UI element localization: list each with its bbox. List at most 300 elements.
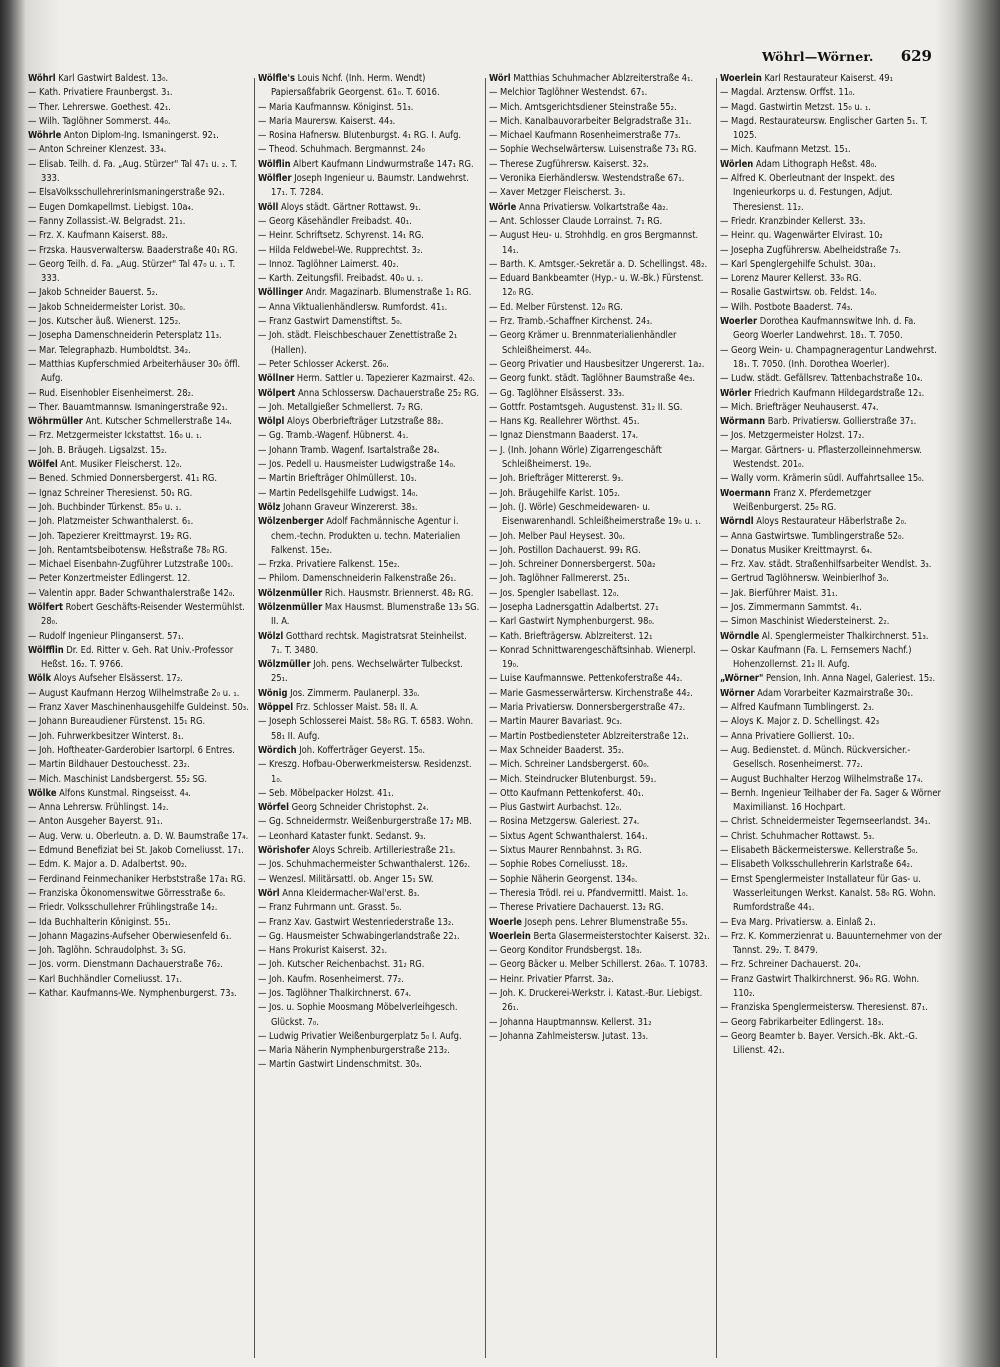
entry-surname: Wörl [489,73,511,84]
directory-entry [720,258,942,272]
entry-text: — Rud. Eisenhobler Eisenheimerst. 28₂. [28,387,194,399]
entry-surname: Wöppel [258,702,294,714]
directory-entry [720,301,942,315]
directory-entry [28,329,250,343]
entry-text: — Franziska Spenglermeistersw. Theresienst. 87₁. [720,1002,928,1014]
directory-entry [258,601,480,630]
directory-entry [28,358,250,387]
entry-text: — Franz Xav. Gastwirt Westenriederstraße 13₂. [258,916,454,928]
directory-entry [489,429,711,443]
directory-entry [720,701,942,715]
entry-text: — Joh. Platzmeister Schwanthalerst. 6₁. [28,516,194,528]
directory-entry [720,630,942,644]
entry-text: — Johann Magazins-Aufseher Oberwiesenfeld 6₁. [28,930,232,942]
entry-surname: Wölfel [28,459,58,471]
directory-entry [258,501,480,515]
directory-entry [258,229,480,243]
directory-entry [489,401,711,415]
entry-text: — Anna Privatiere Gollierst. 10₂. [720,730,855,742]
directory-entry [28,558,250,572]
entry-text: — Karth. Zeitungsfil. Freibadst. 40₀ u. ₁. [258,273,424,285]
directory-entry [258,930,480,944]
entry-text: Robert Geschäfts-Reisender Westermühlst. 28₀. [41,601,245,628]
entry-text: — Jos. vorm. Dienstmann Dachauerstraße 76₂. [28,959,223,971]
directory-entry [258,1030,480,1044]
directory-entry [720,344,942,373]
directory-entry [489,1030,711,1044]
directory-entry [28,944,250,958]
entry-text: — Jakob Schneider Bauerst. 5₂. [28,287,158,299]
entry-text: — Joseph Schlosserei Maist. 58₀ RG. T. 6583. Wohn. 58₁ II. Aufg. [258,716,474,742]
directory-entry [258,158,480,172]
entry-surname: Wölfert [28,601,63,613]
entry-text: — Kath. Privatiere Fraunbergst. 3₁. [28,87,173,99]
directory-entry [720,229,942,243]
directory-entry [489,944,711,958]
entry-text: — Ignaz Schreiner Theresienst. 50₁ RG. [28,487,193,499]
directory-entry [258,101,480,115]
directory-entry [720,744,942,773]
directory-entry [489,687,711,701]
entry-text: Gotthard rechtsk. Magistratsrat Steinheilst. 7₁. T. 3480. [271,630,467,656]
entry-text: Matthias Schuhmacher Ablzreiterstraße 4₁. [510,73,694,84]
directory-entry [489,72,711,86]
entry-text: — Gg. Tramb.-Wagenf. Hübnerst. 4₁. [258,430,409,442]
entry-text: Alfons Kunstmal. Ringseisst. 4₄. [56,787,191,799]
directory-entry [489,672,711,686]
entry-text: — Melchior Taglöhner Westendst. 67₁. [489,87,648,99]
entry-text: — Frz. Schreiner Dachauerst. 20₄. [720,959,861,971]
column-divider [254,78,255,1358]
directory-entry [28,873,250,887]
entry-text: — Elisabeth Volksschullehrerin Karlstraße 64₂. [720,859,913,871]
directory-entry [720,315,942,344]
entry-text: — Gottfr. Postamtsgeh. Augustenst. 31₂ II. SG. [489,401,683,413]
directory-entry [258,830,480,844]
directory-entry [720,601,942,615]
entry-text: — Magd. Restaurateursw. Englischer Garten 5₁. T. 1025. [720,115,928,142]
entry-text: — Maria Privatiersw. Donnersbergerstraße 47₂. [489,702,686,714]
entry-text: Jos. Zimmerm. Paulanerpl. 33₀. [287,687,420,699]
entry-text: — Joh. Melber Paul Heysest. 30₀. [489,530,625,542]
entry-surname: Wörler [720,387,752,399]
directory-entry [720,72,942,86]
directory-entry [720,687,942,701]
entry-surname: Wörner [720,687,755,699]
entry-text: Joh. pens. Wechselwärter Tulbeckst. 25₁. [271,659,463,685]
directory-entry [258,844,480,858]
directory-entry [489,1016,711,1030]
entry-text: — Joh. Rentamtsbeibotensw. Heßstraße 78₀ RG. [28,544,228,556]
directory-entry [720,873,942,916]
directory-entry [489,601,711,615]
entry-surname: „Wörner" [720,673,764,685]
entry-text: — ElsaVolksschullehrerinIsmaningerstraße 92₁. [28,187,225,199]
directory-entry [258,215,480,229]
directory-columns [28,72,948,1362]
directory-entry [258,1058,480,1072]
entry-surname: Wördich [258,744,297,756]
entry-text: — Mich. Briefträger Neuhauserst. 47₄. [720,401,879,413]
entry-text: — Joh. (J. Wörle) Geschmeidewaren- u. Eisenwarenhandl. Schleißheimerstraße 19₀ u. ₁. [489,501,702,528]
directory-entry [28,958,250,972]
directory-entry [720,86,942,100]
entry-text: — Aloys K. Major z. D. Schellingst. 42₃ [720,716,880,728]
directory-entry [720,973,942,1002]
directory-entry [489,172,711,186]
entry-text: — Maria Näherin Nymphenburgerstraße 213₂. [258,1045,450,1057]
entry-text: — Kreszg. Hofbau-Oberwerkmeistersw. Residenzst. 1₀. [258,759,472,785]
entry-text: — Rosalie Gastwirtsw. ob. Feldst. 14₀. [720,287,877,299]
directory-entry [28,115,250,129]
entry-text: — Georg Wein- u. Champagneragentur Landwehrst. 18₁. T. 7050. (Inh. Dorothea Woerler). [720,344,937,370]
entry-text: — Joh. Taglöhn. Schraudolphst. 3₁ SG. [28,945,186,957]
entry-text: Joh. Kofferträger Geyerst. 15₀. [296,744,426,756]
directory-entry [489,158,711,172]
directory-entry [258,858,480,872]
directory-entry [258,458,480,472]
directory-entry [489,801,711,815]
directory-entry [28,129,250,143]
directory-entry [720,215,942,229]
entry-text: Andr. Magazinarb. Blumenstraße 1₁ RG. [302,287,472,299]
directory-entry [489,544,711,558]
entry-surname: Wölflin [258,158,291,170]
directory-entry [28,787,250,801]
directory-entry [489,387,711,401]
directory-entry [489,773,711,787]
page-number: 629 [900,47,932,65]
entry-surname: Woerler [720,316,758,328]
directory-entry [720,715,942,729]
entry-text: — Ther. Lehrerswe. Goethest. 42₁. [28,101,171,113]
directory-entry [489,858,711,872]
entry-text: Anna Schlossersw. Dachauerstraße 25₂ RG. [295,387,480,399]
entry-text: — Mich. Kaufmann Metzst. 15₁. [720,144,851,156]
entry-text: — Heinr. Privatier Pfarrst. 3a₂. [489,973,614,985]
directory-entry [489,758,711,772]
directory-entry [489,558,711,572]
directory-entry [28,258,250,287]
entry-surname: Wölzl [258,630,284,642]
entry-text: — Joh. Briefträger Mittererst. 9₃. [489,473,624,485]
directory-entry [28,858,250,872]
entry-text: Pension, Inh. Anna Nagel, Galeriest. 15₂. [763,673,936,685]
directory-entry [258,973,480,987]
directory-entry [258,372,480,386]
entry-text: — Aug. Bedienstet. d. Münch. Rückversicher.-Gesellsch. Rosenheimerst. 77₂. [720,744,911,771]
directory-entry [28,143,250,157]
column-divider [485,78,486,1358]
directory-column-3 [489,72,711,1362]
directory-entry [720,730,942,744]
directory-entry [28,244,250,258]
directory-entry [720,115,942,144]
directory-entry [489,215,711,229]
entry-text: — Georg Käsehändler Freibadst. 40₁. [258,215,412,227]
entry-text: — Mich. Schreiner Landsbergerst. 60₀. [489,759,650,771]
directory-entry [489,115,711,129]
entry-text: — Joh. Taglöhner Fallmererst. 25₁. [489,573,630,585]
directory-entry [489,487,711,501]
directory-entry [258,558,480,572]
entry-text: — Alfred Kaufmann Tumblingerst. 2₃. [720,702,875,714]
directory-entry [720,401,942,415]
directory-entry [258,472,480,486]
directory-entry [720,773,942,787]
entry-surname: Wörl [258,887,280,899]
entry-text: — Joh. Buchbinder Türkenst. 85₀ u. ₁. [28,501,182,513]
entry-text: — Mich. Steindrucker Blutenburgst. 59₁. [489,773,657,785]
entry-text: — Rosina Hafnersw. Blutenburgst. 4₁ RG. I. Aufg. [258,130,462,142]
directory-entry [489,372,711,386]
directory-entry [28,158,250,187]
entry-text: — August Heu- u. Strohhdlg. en gros Bergmannst. 14₁. [489,230,699,256]
entry-text: — Wenzesl. Militärsattl. ob. Anger 15₁ SW. [258,873,434,885]
directory-entry [489,744,711,758]
entry-text: — Matthias Kupferschmied Arbeiterhäuser 30₀ öffl. Aufg. [28,358,241,385]
entry-text: — Georg Krämer u. Brennmaterialienhändler Schleißheimerst. 44₀. [489,330,677,356]
entry-text: — Joh. K. Druckerei-Werkstr. i. Katast.-Bur. Liebigst. 26₁. [489,988,703,1014]
entry-surname: Wörle [489,201,517,213]
entry-text: — Valentin appr. Bader Schwanthalerstraße 142₀. [28,587,235,599]
entry-text: — Franz Gastwirt Damenstiftst. 5₀. [258,316,403,328]
entry-text: — Theod. Schuhmach. Bergmannst. 24₀ [258,144,425,156]
directory-entry [258,315,480,329]
entry-text: — Leonhard Kataster funkt. Sedanst. 9₃. [258,830,426,842]
directory-entry [720,1016,942,1030]
entry-text: — Georg Privatier und Hausbesitzer Ungererst. 1a₂. [489,358,705,370]
directory-entry [489,101,711,115]
entry-text: — Martin Postbediensteter Ablzreiterstraße 12₁. [489,730,689,742]
entry-surname: Woermann [720,487,771,499]
entry-text: Louis Nchf. (Inh. Herm. Wendt) Papiersaßfabrik Georgenst. 61₀. T. 6016. [271,73,440,99]
entry-text: — Sophie Näherin Georgenst. 134₀. [489,873,638,885]
directory-entry [720,472,942,486]
entry-text: — August Kaufmann Herzog Wilhelmstraße 2₀ u. ₁. [28,687,240,699]
directory-entry [489,229,711,258]
entry-text: — Frz. Metzgermeister Ickstattst. 16₀ u. ₁. [28,430,202,442]
entry-text: — Jos. Pedell u. Hausmeister Ludwigstraße 14₀. [258,459,456,471]
entry-text: — Friedr. Volksschullehrer Frühlingstraße 14₂. [28,902,218,914]
entry-text: — Otto Kaufmann Pettenkoferst. 40₁. [489,787,644,799]
column-divider [716,78,717,1358]
directory-entry [28,286,250,300]
directory-entry [258,401,480,415]
entry-text: — Oskar Kaufmann (Fa. L. Fernsemers Nachf.) Hohenzollernst. 21₂ II. Aufg. [720,644,912,671]
directory-column-2 [258,72,480,1362]
directory-entry [489,887,711,901]
directory-entry [28,601,250,630]
entry-text: — Xaver Metzger Fleischerst. 3₁. [489,187,626,199]
entry-text: — Frz. K. Kommerzienrat u. Bauunternehmer von der Tannst. 29₂. T. 8479. [720,930,942,957]
directory-entry [258,358,480,372]
directory-entry [258,687,480,701]
entry-text: — Johanna Zahlmeistersw. Jutast. 13₃. [489,1030,649,1042]
directory-entry [489,844,711,858]
entry-text: — Jakob Schneidermeister Lorist. 30₀. [28,301,186,313]
directory-entry [489,501,711,530]
entry-text: — Mar. Telegraphazb. Humboldtst. 34₂. [28,344,191,356]
directory-entry [258,115,480,129]
directory-entry [720,572,942,586]
directory-entry [489,930,711,944]
entry-text: — Seb. Möbelpacker Holzst. 41₁. [258,787,394,799]
entry-text: — Luise Kaufmannswe. Pettenkoferstraße 44₂. [489,673,683,685]
entry-text: — Bened. Schmied Donnersbergerst. 41₁ RG. [28,473,218,485]
entry-text: Adam Lithograph Heßst. 48₀. [753,158,877,170]
entry-surname: Wölke [28,787,57,799]
directory-entry [258,815,480,829]
directory-entry [258,701,480,715]
directory-entry [258,916,480,930]
entry-text: Ant. Musiker Fleischerst. 12₀. [57,459,182,471]
entry-text: — Gertrud Taglöhnersw. Weinbierlhof 3₀. [720,573,889,585]
directory-entry [28,215,250,229]
directory-entry [28,530,250,544]
entry-text: — Hans Kg. Reallehrer Wörthst. 45₁. [489,416,640,428]
directory-entry [258,901,480,915]
directory-entry [258,329,480,358]
entry-surname: Wölzmüller [258,659,311,671]
directory-entry [489,830,711,844]
entry-surname: Woerlein [720,73,762,84]
directory-entry [720,672,942,686]
directory-entry [258,244,480,258]
directory-entry [489,143,711,157]
directory-entry [28,86,250,100]
directory-entry [258,258,480,272]
entry-text: — Maria Maurersw. Kaiserst. 44₃. [258,115,396,127]
directory-entry [28,572,250,586]
entry-text: — Mich. Maschinist Landsbergerst. 55₂ SG. [28,773,208,785]
entry-text: — Martin Pedellsgehilfe Ludwigst. 14₀. [258,487,419,499]
running-head: Wöhrl—Wörner. [761,49,874,64]
entry-text: Georg Schneider Christophst. 2₄. [288,802,429,814]
directory-entry [489,873,711,887]
entry-text: Frz. Schlosser Maist. 58₁ II. A. [293,702,419,714]
directory-entry [28,930,250,944]
directory-entry [720,158,942,172]
entry-text: Adolf Fachmännische Agentur i. chem.-techn. Produkten u. techn. Materialien Falkenst. 15e₂. [271,516,461,556]
directory-entry [28,229,250,243]
entry-text: — Rudolf Ingenieur Plinganserst. 57₁. [28,630,184,642]
entry-text: — Johann Tramb. Wagenf. Isartalstraße 28₄. [258,444,440,456]
entry-text: — Michael Eisenbahn-Zugführer Lutzstraße 100₁. [28,559,234,571]
directory-entry [28,401,250,415]
entry-text: — Margar. Gärtners- u. Pflasterzolleinnehmersw. Westendst. 201₀. [720,444,922,471]
directory-entry [28,901,250,915]
directory-entry [489,815,711,829]
entry-text: — Joh. Kutscher Reichenbachst. 31₂ RG. [258,959,425,971]
directory-entry [28,301,250,315]
directory-entry [28,801,250,815]
directory-entry [489,444,711,473]
directory-entry [720,830,942,844]
directory-entry [28,730,250,744]
entry-text: Aloys Oberbriefträger Lutzstraße 88₂. [284,416,444,428]
directory-entry [28,344,250,358]
directory-entry [258,1001,480,1030]
entry-text: Ant. Kutscher Schmellerstraße 14₄. [82,416,232,428]
entry-text: — Gg. Hausmeister Schwabingerlandstraße 22₁. [258,930,460,942]
entry-text: Joseph Ingenieur u. Baumstr. Landwehrst. 17₁. T. 7284. [271,173,469,199]
directory-entry [258,801,480,815]
directory-column-1 [28,72,250,1362]
entry-text: — Therese Privatiere Dachauerst. 13₂ RG. [489,902,664,914]
entry-text: — Jak. Bierführer Maist. 31₁. [720,587,838,599]
directory-entry [28,515,250,529]
entry-text: Joseph pens. Lehrer Blumenstraße 55₃. [521,916,688,928]
entry-text: — Therese Zugführersw. Kaiserst. 32₃. [489,158,649,170]
directory-entry [720,387,942,401]
directory-entry [489,572,711,586]
entry-text: Herm. Sattler u. Tapezierer Kazmairst. 42₀. [294,373,476,385]
directory-entry [720,1030,942,1059]
directory-entry [258,1044,480,1058]
entry-text: — Rosina Metzgersw. Galeriest. 27₄. [489,816,640,828]
directory-entry [258,272,480,286]
directory-entry [720,844,942,858]
directory-entry [720,930,942,959]
entry-text: — Jos. u. Sophie Moosmang Möbelverleihgesch. Glückst. 7₀. [258,1002,458,1028]
entry-text: — Christ. Schuhmacher Rottawst. 5₃. [720,830,875,842]
entry-surname: Wörndl [720,516,754,528]
entry-surname: Wölpert [258,387,296,399]
directory-entry [720,615,942,629]
directory-entry [489,701,711,715]
entry-text: — Sophie Robes Corneliusst. 18₂. [489,859,628,871]
entry-text: — Marie Gasmesserwärtersw. Kirchenstraße 44₂. [489,687,693,699]
entry-text: Dr. Ed. Ritter v. Geh. Rat Univ.-Professor Heßst. 16₂. T. 9766. [41,644,234,671]
directory-entry [720,429,942,443]
entry-text: Aloys städt. Gärtner Rottawst. 9₁. [278,201,421,213]
entry-text: Friedrich Kaufmann Hildegardstraße 12₁. [751,387,925,399]
directory-entry [28,916,250,930]
directory-entry [489,615,711,629]
directory-entry [28,758,250,772]
entry-text: — Joh. Hoftheater-Garderobier Isartorpl. 6 Entres. [28,744,235,756]
directory-entry [258,129,480,143]
directory-entry [489,315,711,329]
directory-entry [28,101,250,115]
entry-text: — Frz. Xav. städt. Straßenhilfsarbeiter Wendlst. 3₃. [720,559,932,571]
entry-text: — Philom. Damenschneiderin Falkenstraße 26₁. [258,573,457,585]
entry-surname: Wöhrle [28,130,62,142]
entry-text: — Barth. K. Amtsger.-Sekretär a. D. Schellingst. 48₂. [489,258,708,270]
entry-surname: Wölfler [258,173,292,185]
entry-surname: Woerlein [489,930,531,942]
entry-text: Franz X. Pferdemetzger Weißenburgerst. 25₀ RG. [733,487,872,513]
entry-text: Aloys Aufseher Elsässerst. 17₂. [51,673,183,685]
entry-text: — Martin Maurer Bavariast. 9c₃. [489,716,623,728]
entry-text: — Georg Bäcker u. Melber Schillerst. 26a₀. T. 10783. [489,959,708,971]
entry-text: — Konrad Schnittwarengeschäftsinhab. Wienerpl. 19₀. [489,644,696,671]
entry-text: Rich. Hausmstr. Briennerst. 48₂ RG. [322,587,474,599]
directory-entry [28,987,250,1001]
directory-entry [720,286,942,300]
entry-surname: Wörishofer [258,845,310,857]
entry-text: — Georg Beamter b. Bayer. Versich.-Bk. Akt.-G. Lilienst. 42₁. [720,1030,918,1057]
entry-text: — Hans Prokurist Kaiserst. 32₁. [258,945,388,957]
entry-text: — Maria Kaufmannsw. Königinst. 51₃. [258,101,414,113]
entry-text: Anna Kleidermacher-Wal'erst. 8₃. [279,887,420,899]
entry-text: — Joh. Bräugehilfe Karlst. 105₂. [489,487,621,499]
directory-entry [28,587,250,601]
entry-text: — Wilh. Taglöhner Sommerst. 44₀. [28,115,171,127]
entry-text: — Theresia Trödl. rei u. Pfandvermittl. Maist. 1₀. [489,887,689,899]
directory-entry [258,587,480,601]
